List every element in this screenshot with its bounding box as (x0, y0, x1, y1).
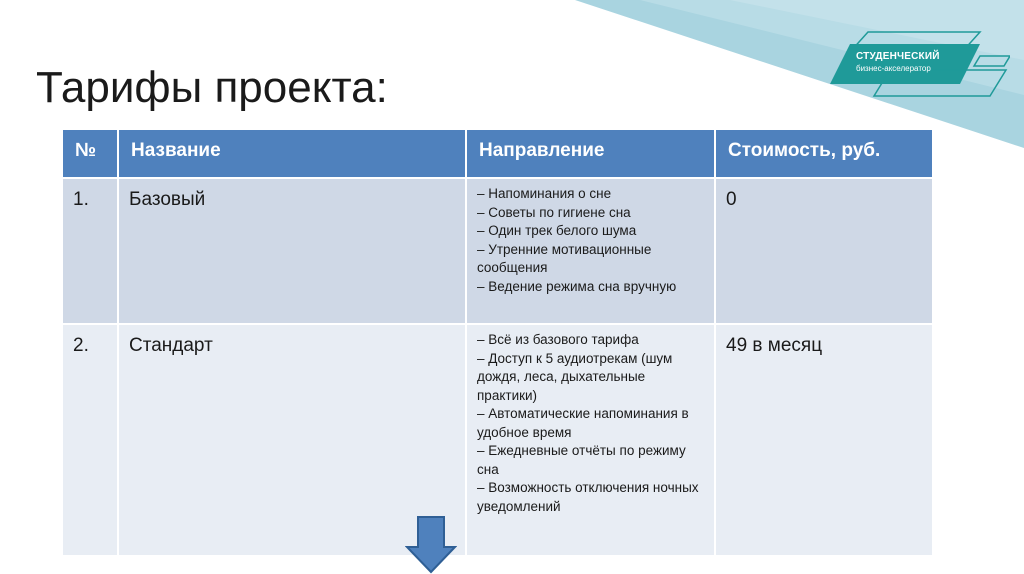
header-direction: Направление (466, 130, 715, 178)
feature-item: – Возможность отключения ночных уведомлений (477, 480, 699, 514)
cell-number: 1. (63, 178, 118, 324)
header-price: Стоимость, руб. (715, 130, 933, 178)
header-name: Название (118, 130, 466, 178)
feature-item: – Автоматические напоминания в удобное время (477, 406, 689, 440)
feature-item: – Всё из базового тарифа (477, 332, 639, 347)
feature-item: – Советы по гигиене сна (477, 204, 631, 220)
feature-list (477, 185, 702, 296)
logo-line-1: СТУДЕНЧЕСКИЙ (856, 51, 940, 62)
header-number: № (63, 130, 118, 178)
feature-item: – Один трек белого шума (477, 223, 637, 238)
feature-item: – Утренние мотивационные сообщения (477, 241, 652, 275)
feature-item: – Доступ к 5 аудиотрекам (шум дождя, леса, дыхательные практики) (477, 350, 673, 403)
feature-item: – Напоминания о сне (477, 186, 612, 201)
feature-list (477, 331, 702, 516)
tariffs-table (63, 130, 934, 557)
cell-price: 0 (715, 178, 933, 324)
logo-text (856, 51, 940, 75)
cell-number: 2. (63, 324, 118, 556)
logo-line-2: бизнес-акселератор (856, 64, 931, 73)
feature-item: – Ежедневные отчёты по режиму сна (477, 443, 686, 477)
cell-direction (466, 178, 715, 324)
slide-title: Тарифы проекта: (36, 63, 388, 112)
cell-name: Базовый (118, 178, 466, 324)
table-row (63, 324, 933, 556)
table-row (63, 178, 933, 324)
arrow-down-icon[interactable] (405, 515, 457, 574)
cell-price: 49 в месяц (715, 324, 933, 556)
cell-direction (466, 324, 715, 556)
cell-name: Стандарт (118, 324, 466, 556)
table-header-row (63, 130, 933, 178)
feature-item: – Ведение режима сна вручную (477, 278, 677, 294)
